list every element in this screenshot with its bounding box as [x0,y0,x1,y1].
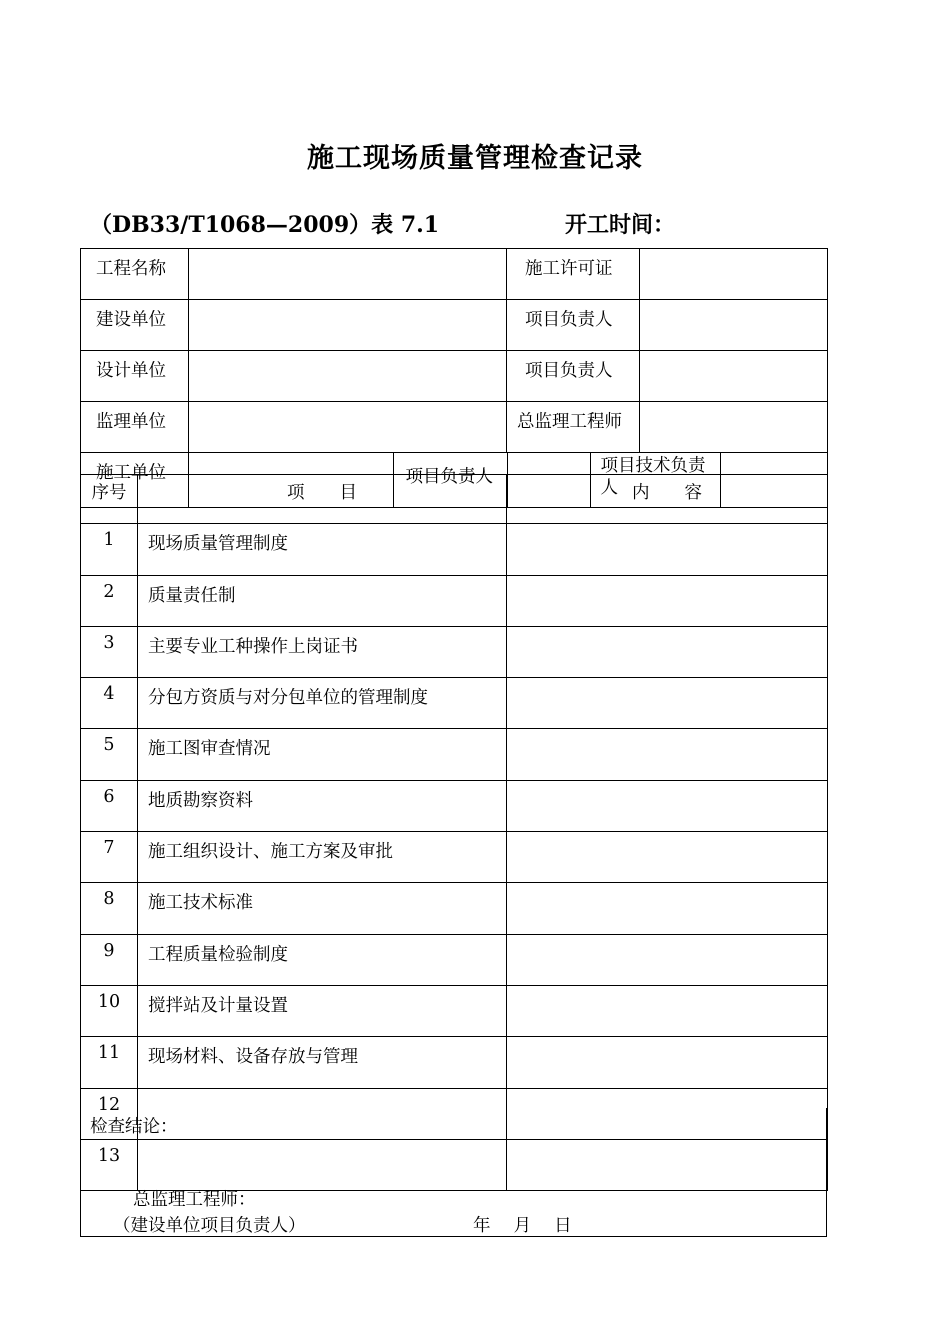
row-content-field[interactable] [507,626,828,677]
permit-field[interactable] [640,249,828,300]
header-row [81,475,828,524]
row-item: 主要专业工种操作上岗证书 [138,626,507,677]
row-item: 搅拌站及计量设置 [138,985,507,1036]
row-number: 6 [81,780,138,831]
standard-code: （DB33/T1068—2009）表 7.1 [90,212,440,238]
row-number: 9 [81,934,138,985]
table-row [81,883,828,934]
owner-unit-field[interactable] [189,300,507,351]
table-row [81,1037,828,1088]
header-content: 内 容 [507,475,828,524]
row-number: 3 [81,626,138,677]
row-content-field[interactable] [507,729,828,780]
row-item: 分包方资质与对分包单位的管理制度 [138,678,507,729]
permit-label: 施工许可证 [507,249,640,300]
row-number: 13 [81,1139,138,1190]
table-row [81,985,828,1036]
project-info-table [80,248,828,508]
table-row [81,575,828,626]
row-item: 施工图审查情况 [138,729,507,780]
start-time-label: 开工时间： [565,212,676,238]
owner-manager-sign-label: （建设单位项目负责人） [113,1216,306,1236]
row-content-field[interactable] [507,1037,828,1088]
technical-manager-label: 项目技术负责人 [590,453,720,507]
chief-supervisor-sign-label: 总监理工程师： [133,1190,256,1210]
row-item: 质量责任制 [138,575,507,626]
table-row [81,832,828,883]
row-item: 工程质量检验制度 [138,934,507,985]
row-content-field[interactable] [507,832,828,883]
supervision-unit-label: 监理单位 [81,402,189,453]
table-row [81,626,828,677]
row-content-field[interactable] [507,678,828,729]
page-title: 施工现场质量管理检查记录 [307,143,643,174]
row-content-field[interactable] [507,575,828,626]
construction-manager-label: 项目负责人 [393,453,507,507]
design-unit-label: 设计单位 [81,351,189,402]
row-number: 4 [81,678,138,729]
table-row [81,780,828,831]
sign-date: 年 月 日 [473,1216,572,1236]
owner-manager-field[interactable] [640,300,828,351]
row-number: 5 [81,729,138,780]
row-number: 8 [81,883,138,934]
project-name-field[interactable] [189,249,507,300]
design-manager-field[interactable] [640,351,828,402]
row-content-field[interactable] [507,883,828,934]
chief-supervisor-label: 总监理工程师 [507,402,640,453]
row-item: 现场质量管理制度 [138,524,507,575]
design-unit-field[interactable] [189,351,507,402]
project-name-label: 工程名称 [81,249,189,300]
owner-unit-label: 建设单位 [81,300,189,351]
table-row [81,729,828,780]
row-content-field[interactable] [507,985,828,1036]
supervision-unit-field[interactable] [189,402,507,453]
row-item: 施工技术标准 [138,883,507,934]
construction-unit-label: 施工单位 [81,453,189,508]
row-content-field[interactable] [507,524,828,575]
row-item: 现场材料、设备存放与管理 [138,1037,507,1088]
chief-supervisor-field[interactable] [640,402,828,453]
row-item: 施工组织设计、施工方案及审批 [138,832,507,883]
header-item: 项 目 [138,475,507,524]
row-number: 10 [81,985,138,1036]
row-number: 11 [81,1037,138,1088]
conclusion-box[interactable] [80,1108,827,1237]
row-content-field[interactable] [507,780,828,831]
owner-manager-label: 项目负责人 [507,300,640,351]
row-number: 2 [81,575,138,626]
row-number: 1 [81,524,138,575]
header-seq: 序号 [81,475,138,524]
row-item: 地质勘察资料 [138,780,507,831]
row-number: 12 [81,1088,138,1139]
table-row [81,678,828,729]
design-manager-label: 项目负责人 [507,351,640,402]
row-number: 7 [81,832,138,883]
table-row [81,524,828,575]
table-row [81,934,828,985]
row-content-field[interactable] [507,934,828,985]
inspection-items-table [80,474,828,1191]
conclusion-label: 检查结论： [90,1117,178,1137]
